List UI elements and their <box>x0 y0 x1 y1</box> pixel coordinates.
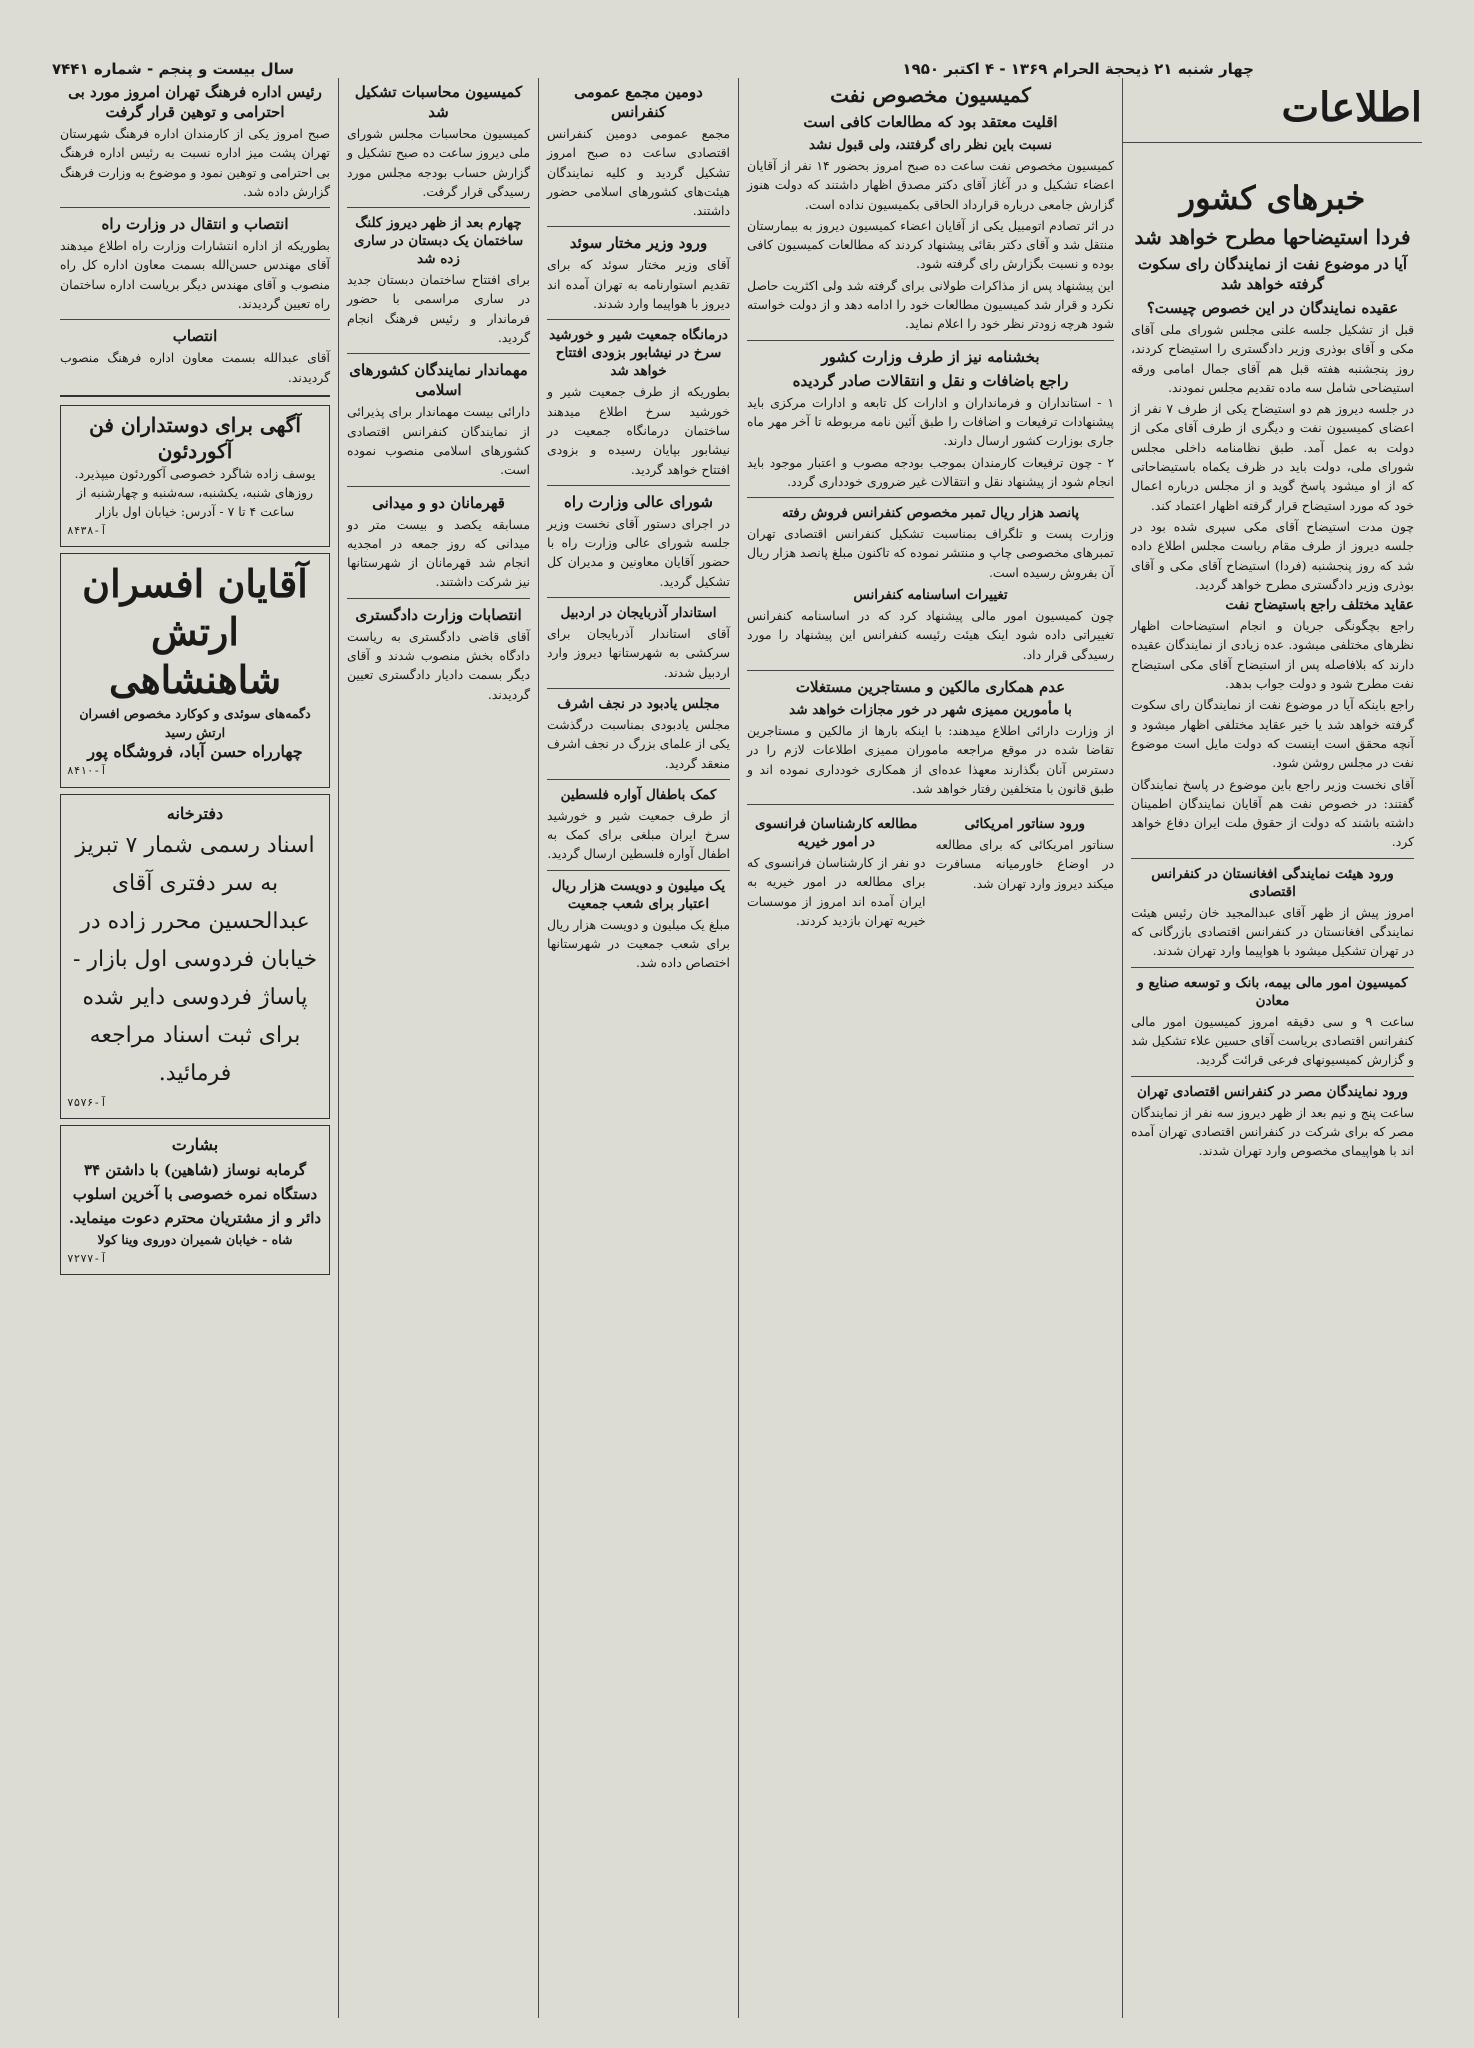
headline: انتصاب <box>172 327 218 346</box>
subheading: عقاید مختلف راجع باستیضاح نفت <box>1225 597 1414 614</box>
article-text: دو نفر از کارشناسان فرانسوی که برای مطالعه در امور خیریه به ایران آمده اند امروز از موسسات خیریه تهران بازدید کردند. <box>747 855 926 929</box>
article-text: آقای قاضی دادگستری به ریاست دادگاه بخش منصوب شدند و آقای دیگر بسمت دادیار دادگستری تعیین گردیدند. <box>347 628 530 702</box>
columns <box>52 78 1422 2018</box>
headline: انتصابات وزارت دادگستری <box>355 605 522 624</box>
headline: استاندار آذربایجان در اردبیل <box>560 605 717 622</box>
article-text: صبح امروز یکی از کارمندان اداره فرهنگ شهرستان تهران پشت میز اداره نسبت به رئیس اداره فرهنگ بی احترامی و توهین نمود و موضوع به وزارت فرهنگ گزارش داده شد. <box>60 126 330 199</box>
article-text: بطوریکه از اداره انتشارات وزارت راه اطلاع میدهند آقای مهندس حسن‌الله بسمت معاون اداره کل راه منصوب و آقای مهندس دیگر بریاست اداره ساختمان راه تعیین گردیدند. <box>60 238 330 312</box>
masthead-line <box>52 56 1254 78</box>
article-text: بطوریکه از طرف جمعیت شیر و خورشید سرخ اطلاع میدهند ساختمان درمانگاه جمعیت در نیشابور بپایان رسیده و بزودی افتتاح خواهد گردید. <box>547 384 730 477</box>
article-text: در جلسه دیروز هم دو استیضاح یکی از طرف ۷ نفر از اعضای کمیسیون نفت و دیگری از طرف آقای مکی از دولت به عمل آمد. طبق نظامنامه داخلی مجلس شورای ملی، دولت باید در ظرف یکماه باستیضاحاتی که از او میشود پاسخ گوید و از مجلس درباره اعمال خود که مورد استیضاح قرار گرفته اظهار اعتماد کند. <box>1131 401 1414 513</box>
article-text: چون مدت استیضاح آقای مکی سپری شده بود در جلسه دیروز از طرف مقام ریاست مجلس اطلاع داده شد که روز پنجشنبه (فردا) استیضاح آقای مکی و آقای بوذری وزیر دادگستری مطرح خواهد گردید. <box>1131 518 1414 592</box>
date-line: چهار شنبه ۲۱ ذیحجة الحرام ۱۳۶۹ - ۴ اکتبر ۱۹۵۰ <box>902 60 1254 78</box>
ad-bathhouse <box>60 1125 330 1275</box>
headline: قهرمانان دو و میدانی <box>372 493 505 512</box>
ad-ref: ۸۴۳۸-آ <box>67 523 107 537</box>
headline: عدم همکاری مالکین و مستاجرین مستغلات <box>795 677 1066 696</box>
ad-ref: ۷۲۷۷-آ <box>67 1251 107 1265</box>
article-text: کمیسیون محاسبات مجلس شورای ملی دیروز ساعت ده صبح تشکیل و گزارش حساب بودجه مجلس مورد رسیدگی قرار گرفت. <box>347 126 530 199</box>
subheadline: آیا در موضوع نفت از نمایندگان رای سکوت گرفته خواهد شد <box>1137 255 1408 293</box>
article-text: راجع بچگونگی جریان و انجام استیضاحات اظهار نظرهای مختلفی میشود. عده زیادی از نمایندگان عقیده دارند که بلافاصله پس از استیضاح آقای مکی استیضاح نفت مطرح شود و دولت جواب بدهد. <box>1131 618 1414 692</box>
article-text: آقای عبدالله بسمت معاون اداره فرهنگ منصوب گردیدند. <box>60 350 330 385</box>
headline: کمک باطفال آواره فلسطین <box>560 786 717 803</box>
headline: مجلس یادبود در نجف اشرف <box>557 695 720 712</box>
headline: تغییرات اساسنامه کنفرانس <box>853 587 1008 604</box>
article-text: آقای نخست وزیر راجع باین موضوع در پاسخ نمایندگان گفتند: در خصوص نفت هم آقایان نمایندگان اطمینان داشته باشند که دولت از حقوق ملت ایران دفاع خواهد کرد. <box>1131 776 1414 850</box>
ad-accordion <box>60 405 330 547</box>
headline: رئیس اداره فرهنگ تهران امروز مورد بی احترامی و توهین قرار گرفت <box>68 83 322 121</box>
headline: چهارم بعد از ظهر دیروز کلنگ ساختمان یک دبستان در ساری زده شد <box>353 215 524 268</box>
headline: ورود نمایندگان مصر در کنفرانس اقتصادی تهران <box>1136 1083 1408 1100</box>
newspaper-logo: اطلاعات <box>1281 84 1422 131</box>
article-text: از طرف جمعیت شیر و خورشید سرخ ایران مبلغی برای کمک به اطفال آواره فلسطین ارسال گردید. <box>547 807 730 862</box>
column-national-news <box>1122 78 1422 2018</box>
article-text: مجمع عمومی دومین کنفرانس اقتصادی ساعت ده صبح امروز تشکیل گردید و کلیه نمایندگان هیئت‌های کشورهای اسلامی حضور داشتند. <box>547 126 730 219</box>
article-text: مبلغ یک میلیون و دویست هزار ریال برای شعب جمعیت در شهرستانها اختصاص داده شد. <box>547 916 730 971</box>
headline: دومین مجمع عمومی کنفرانس <box>574 83 703 121</box>
article-text: ساعت ۹ و سی دقیقه امروز کمیسیون امور مالی کنفرانس اقتصادی بریاست آقای حسین علاء تشکیل شد و گزارش کمیسیونهای فرعی قرائت گردید. <box>1131 1013 1414 1068</box>
article-text: ۱ - استانداران و فرمانداران و ادارات کل تابعه و ادارات مرکزی باید پیشنهادات ترفیعات و اضافات را طبق آئین نامه مربوطه تا آخر مهر ماه جاری بوزارت کشور ارسال دارند. <box>747 394 1114 449</box>
headline: بخشنامه نیز از طرف وزارت کشور <box>821 347 1040 366</box>
ad-text: گرمابه نوساز (شاهین) با داشتن ۳۴ دستگاه نمره خصوصی با آخرین اسلوب دائر و از مشتریان محترم دعوت مینماید. <box>68 1160 322 1227</box>
headline: پانصد هزار ریال تمبر مخصوص کنفرانس فروش رفته <box>781 505 1080 522</box>
ad-address: چهارراه حسن آباد، فروشگاه پور <box>87 742 303 762</box>
ad-ref: ۷۵۷۶-آ <box>67 1095 107 1109</box>
headline: کمیسیون امور مالی بیمه، بانک و توسعه صنایع و معادن <box>1137 974 1408 1009</box>
headline: ورود هیئت نمایندگی افغانستان در کنفرانس اقتصادی <box>1151 865 1394 900</box>
article-text: دارائی بیست مهماندار برای پذیرائی از نمایندگان کنفرانس اقتصادی کشورهای اسلامی منصوب نموده است. <box>347 404 530 478</box>
column-culture-and-ads <box>52 78 338 2018</box>
headline: کمیسیون مخصوص نفت <box>830 83 1031 107</box>
article-text: از وزارت دارائی اطلاع میدهند: با اینکه بارها از مالکین و مستاجرین تقاضا شده در موقع مراجعه ماموران ممیزی اطلاعات لازم را در دسترس آنان بگذارند معهذا عده‌ای از همکاری خودداری نموده اند و طبق قانون با متخلفین رفتار خواهد شد. <box>747 722 1114 796</box>
article-text: وزارت پست و تلگراف بمناسبت تشکیل کنفرانس اقتصادی تهران تمبرهای مخصوصی چاپ و منتشر نموده که تاکنون مبلغ پانصد هزار ریال آن بفروش رسیده است. <box>747 526 1114 580</box>
ad-address: شاه - خیابان شمیران دوروی وینا کولا <box>97 1231 293 1247</box>
article-text: قبل از تشکیل جلسه علنی مجلس شورای ملی آقای مکی و آقای بوذری وزیر دادگستری را استیضاح کردند، روز پنجشنبه هفته قبل هم آقای جمال امامی ورقه استیضاحی شامل سه ماده تقدیم مجلس نمودند. <box>1131 322 1414 395</box>
ad-heading: دفترخانه <box>166 803 224 823</box>
ad-heading: بشارت <box>171 1134 219 1154</box>
headline: درمانگاه جمعیت شیر و خورشید سرخ در نیشابور بزودی افتتاح خواهد شد <box>549 327 728 380</box>
ad-army-officers <box>60 553 330 787</box>
article-text: در اثر تصادم اتومبیل یکی از آقایان اعضاء کمیسیون دیروز به بیمارستان منتقل شد و آقای دکتر بقائی پیشنهاد کردند که مطالعات کمیسیون کافی بوده و نسبت بگزارش رای گرفته شود. <box>747 217 1114 272</box>
ad-subtitle: دگمه‌های سوئدی و کوکارد مخصوص افسران ارتش رسید <box>79 706 311 741</box>
article-text: راجع باینکه آیا در موضوع نفت از نمایندگان رای سکوت گرفته خواهد شد یا خیر عقاید مختلفی اظهار میشود و آنچه محقق است اینست که دولت مایل است موضوع نفت در مجلس روشن شود. <box>1131 697 1414 771</box>
article-text: ۲ - چون ترفیعات کارمندان بموجب بودجه مصوب و اعتبار موجود باید انجام شود از پیشنهاد نقل و انتقالات غیر ضروری خودداری گردد. <box>747 454 1114 489</box>
ad-text: اسناد رسمی شمار ۷ تبریز به سر دفتری آقای عبدالحسین محرر زاده در خیابان فردوسی اول بازار - پاساژ فردوسی دایر شده برای ثبت اسناد مراجعه فرمائید. <box>72 832 318 1086</box>
headline: مطالعه کارشناسان فرانسوی در امور خیریه <box>754 816 918 851</box>
column-conference <box>538 78 738 2018</box>
article-text: برای افتتاح ساختمان دبستان جدید در ساری مراسمی با حضور فرماندار و رئیس فرهنگ انجام گردید. <box>347 272 530 346</box>
subheadline: نسبت باین نظر رای گرفتند، ولی قبول نشد <box>808 137 1053 153</box>
article-text: آقای وزیر مختار سوئد که برای تقدیم استوارنامه به تهران آمده اند دیروز با هواپیما وارد شدند. <box>547 257 730 312</box>
headline: شورای عالی وزارت راه <box>563 492 714 511</box>
article-text: مجلس یادبودی بمناسبت درگذشت یکی از علمای بزرگ در نجف اشرف منعقد گردید. <box>547 716 730 771</box>
subheadline: با مأمورین ممیزی شهر در خور مجازات خواهد شد <box>789 701 1072 718</box>
ad-title: آگهی برای دوستداران فن آکوردئون <box>89 412 301 463</box>
article-text: در اجرای دستور آقای نخست وزیر جلسه شورای عالی وزارت راه با حضور آقایان معاونین و مدیران کل تشکیل گردید. <box>547 515 730 589</box>
article-text: ساعت پنج و نیم بعد از ظهر دیروز سه نفر از نمایندگان مصر که برای شرکت در کنفرانس اقتصادی تهران آمده اند با هواپیمای مخصوص وارد تهران شدند. <box>1131 1104 1414 1159</box>
ad-title: آقایان افسران ارتش شاهنشاهی <box>82 561 308 703</box>
headline: یک میلیون و دویست هزار ریال اعتبار برای شعب جمعیت <box>551 877 726 912</box>
article-text: کمیسیون مخصوص نفت ساعت ده صبح امروز بحضور ۱۴ نفر از آقایان اعضاء تشکیل و در آغاز آقای دکتر مصدق اظهار داشتند که دولت هنوز گزارش جامعی درباره قرارداد الحاقی بکمیسیون نداده است. <box>747 158 1114 212</box>
subheadline: عقیده نمایندگان در این خصوص چیست؟ <box>1146 299 1399 317</box>
section-heading: خبرهای کشور <box>1179 179 1366 217</box>
ad-text: یوسف زاده شاگرد خصوصی آکوردئون میپذیرد. روزهای شنبه، یکشنبه، سه‌شنبه و چهارشنبه از ساعت ۴ تا ۷ - آدرس: خیابان اول بازار <box>74 465 316 519</box>
ad-ref: ۸۴۱۰-آ <box>67 764 107 778</box>
headline: ورود سناتور امریکائی <box>964 816 1085 833</box>
column-commissions <box>338 78 538 2018</box>
headline: فردا استیضاحها مطرح خواهد شد <box>1134 225 1411 249</box>
ad-notary <box>60 794 330 1119</box>
article-text: این پیشنهاد پس از مذاکرات طولانی برای گرفته شد ولی اکثریت حاصل نکرد و قرار شد کمیسیون مطالعات خود را ادامه دهد و از دولت خواسته شود هرچه زودتر نظر خود را اعلام نماید. <box>747 277 1114 332</box>
article-text: سناتور امریکائی که برای مطالعه در اوضاع خاورمیانه مسافرت میکند دیروز وارد تهران شد. <box>935 837 1114 891</box>
article-text: آقای استاندار آذربایجان برای سرکشی به شهرستانها دیروز وارد اردبیل شدند. <box>547 626 730 680</box>
column-oil-commission <box>738 78 1122 2018</box>
subheadline: راجع باضافات و نقل و انتقالات صادر گردیده <box>792 371 1069 390</box>
issue-line: سال بیست و پنجم - شماره ۷۴۴۱ <box>52 60 295 78</box>
article-text: چون کمیسیون امور مالی پیشنهاد کرد که در اساسنامه کنفرانس تغییراتی داده شود اینک هیئت رئیسه کنفرانس این پیشنهاد را مورد رسیدگی قرار داد. <box>747 608 1114 662</box>
headline: کمیسیون محاسبات تشکیل شد <box>354 83 523 121</box>
article-text: امروز پیش از ظهر آقای عبدالمجید خان رئیس هیئت نمایندگی افغانستان در کنفرانس اقتصادی بازرگانی که در تهران تشکیل میشود با هواپیما وارد تهران شدند. <box>1131 904 1414 959</box>
subheadline: اقلیت معتقد بود که مطالعات کافی است <box>803 113 1058 131</box>
headline: مهماندار نمایندگان کشورهای اسلامی <box>349 361 528 400</box>
article-text: مسابقه یکصد و بیست متر دو میدانی که روز جمعه در امجدیه انجام شد قهرمانان از شهرستانها نیز شرکت داشتند. <box>347 516 530 590</box>
headline: انتصاب و انتقال در وزارت راه <box>101 215 289 234</box>
headline: ورود وزیر مختار سوئد <box>569 234 708 253</box>
